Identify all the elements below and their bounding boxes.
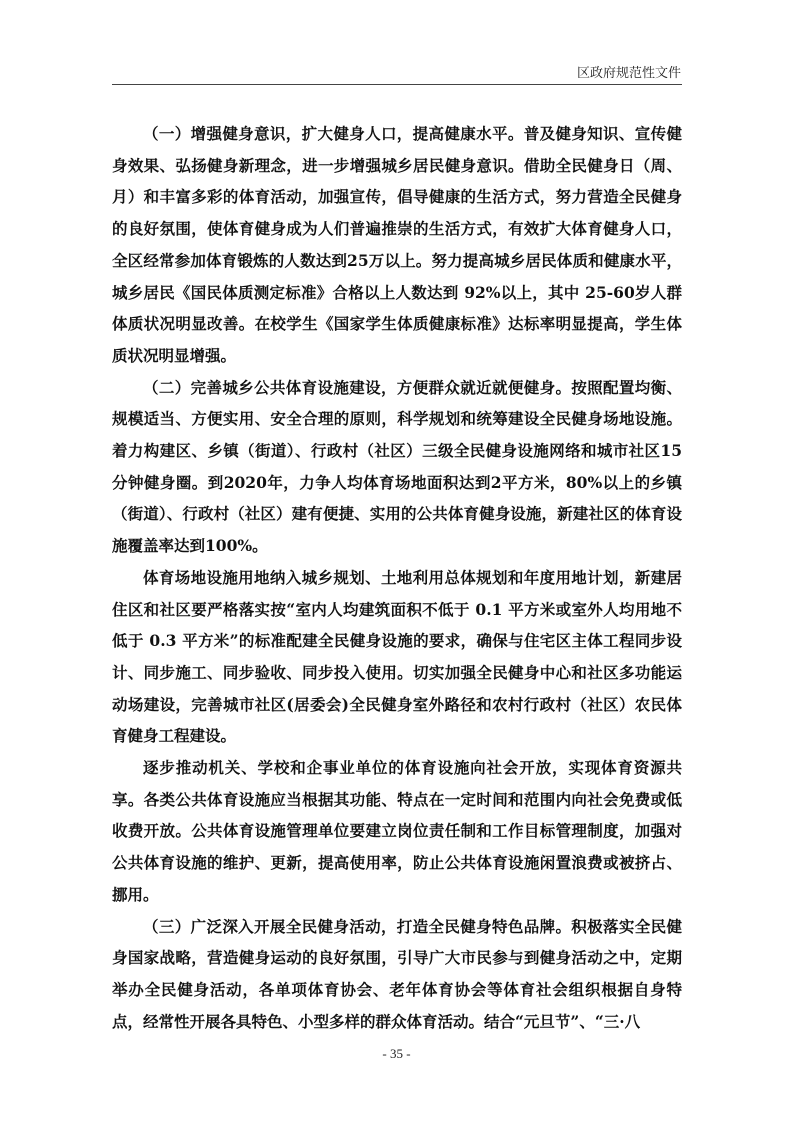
header-divider xyxy=(112,84,682,85)
paragraph-land-use-planning: 体育场地设施用地纳入城乡规划、土地利用总体规划和年度用地计划，新建居住区和社区要严格落实按“室内人均建筑面积不低于 0.1 平方米或室外人均用地不低于 0.3 平方米”的标准配建全民健身设施的要求，确保与住宅区主体工程同步设计、同步施工、同步验收、同步投入使用。切实加强全民健身中心和社区多功能运动场建设，完善城市社区(居委会)全民健身室外路径和农村行政村（社区）农民体育健身工程建设。 xyxy=(112,567,682,746)
document-category-label: 区政府规范性文件 xyxy=(576,66,681,81)
document-body xyxy=(112,118,682,1037)
paragraph-fitness-awareness: （一）增强健身意识，扩大健身人口，提高健康水平。普及健身知识、宣传健身效果、弘扬健身新理念，进一步增强城乡居民健身意识。借助全民健身日（周、月）和丰富多彩的体育活动，加强宣传，倡导健康的生活方式，努力营造全民健身的良好氛围，使体育健身成为人们普遍推崇的生活方式，有效扩大体育健身人口，全区经常参加体育锻炼的人数达到25万以上。努力提高城乡居民体质和健康水平，城乡居民《国民体质测定标准》合格以上人数达到 92%以上，其中 25-60岁人群体质状况明显改善。在校学生《国家学生体质健康标准》达标率明显提高，学生体质状况明显增强。 xyxy=(112,124,682,365)
paragraph-fitness-activities: （三）广泛深入开展全民健身活动，打造全民健身特色品牌。积极落实全民健身国家战略，营造健身运动的良好氛围，引导广大市民参与到健身活动之中，定期举办全民健身活动，各单项体育协会、老年体育协会等体育社会组织根据自身特点，经常性开展各具特色、小型多样的群众体育活动。结合“元旦节”、“三·八 xyxy=(112,916,682,1031)
page-number: - 35 - xyxy=(382,1046,411,1061)
paragraph-facility-opening: 逐步推动机关、学校和企事业单位的体育设施向社会开放，实现体育资源共享。各类公共体育设施应当根据其功能、特点在一定时间和范围内向社会免费或低收费开放。公共体育设施管理单位要建立岗位责任制和工作目标管理制度，加强对公共体育设施的维护、更新，提高使用率，防止公共体育设施闲置浪费或被挤占、挪用。 xyxy=(112,758,682,904)
paragraph-sports-facilities: （二）完善城乡公共体育设施建设，方便群众就近就便健身。按照配置均衡、规模适当、方便实用、安全合理的原则，科学规划和统筹建设全民健身场地设施。着力构建区、乡镇（街道）、行政村（社区）三级全民健身设施网络和城市社区15分钟健身圈。到2020年，力争人均体育场地面积达到2平方米，80%以上的乡镇（街道）、行政村（社区）建有便捷、实用的公共体育健身设施，新建社区的体育设施覆盖率达到100%。 xyxy=(112,377,682,556)
